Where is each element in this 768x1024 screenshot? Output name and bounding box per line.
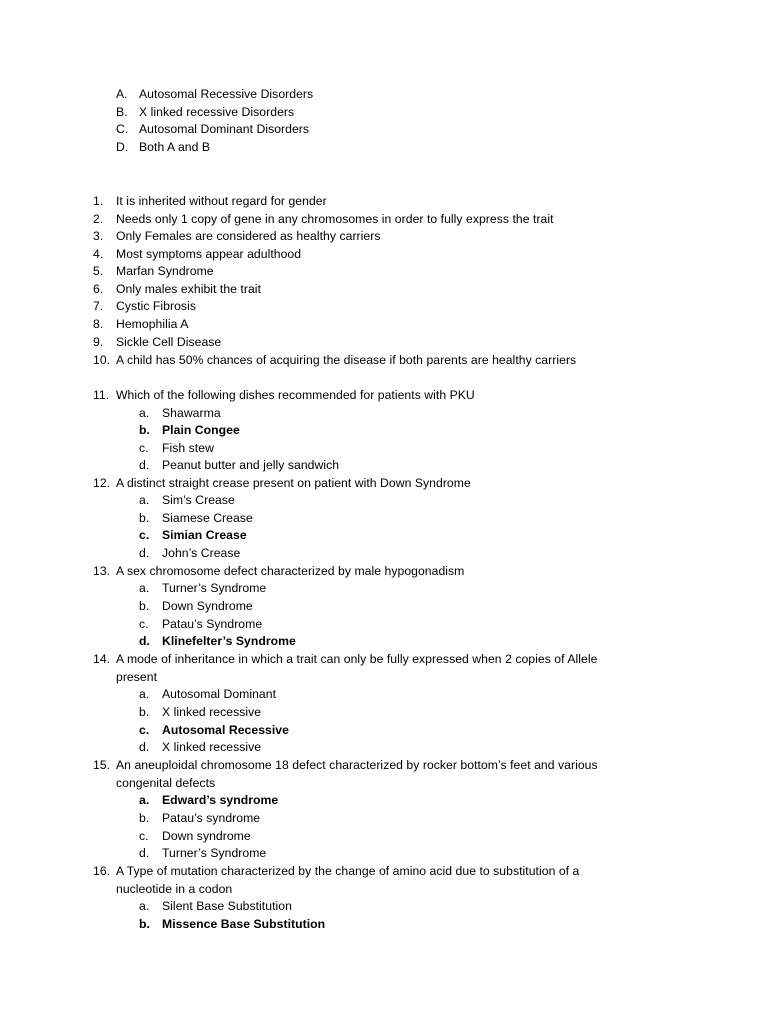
statement-number: 4. (93, 247, 104, 261)
choice-label: a. (139, 793, 150, 807)
choice-text: Siamese Crease (162, 511, 253, 525)
choice-text: Peanut butter and jelly sandwich (162, 458, 340, 472)
choice-label: a. (139, 899, 150, 913)
choice-text: Autosomal Dominant (162, 687, 277, 701)
choice-text: Klinefelter’s Syndrome (162, 634, 296, 648)
question-text: A mode of inheritance in which a trait can only be fully expressed when 2 copies of Allele (116, 652, 598, 666)
choice-label: a. (139, 406, 150, 420)
choice-text: Turner’s Syndrome (162, 581, 267, 595)
key-option-text: Both A and B (139, 140, 211, 154)
question-number: 16. (93, 864, 111, 878)
statement-number: 7. (93, 299, 104, 313)
choice-label: d. (139, 634, 150, 648)
question-number: 11. (93, 388, 110, 402)
choice-text: Silent Base Substitution (162, 899, 292, 913)
choice-label: a. (139, 581, 150, 595)
choice-label: c. (139, 528, 150, 542)
choice-text: Patau’s Syndrome (162, 617, 263, 631)
choice-label: b. (139, 423, 150, 437)
question-text-continued: congenital defects (116, 776, 216, 790)
choice-text: X linked recessive (162, 705, 262, 719)
statement-text: Marfan Syndrome (116, 264, 214, 278)
choice-label: a. (139, 493, 150, 507)
choice-text: Sim’s Crease (162, 493, 235, 507)
statement-number: 9. (93, 335, 104, 349)
choice-text: Turner’s Syndrome (162, 846, 267, 860)
statement-number: 10. (93, 353, 111, 367)
key-option-text: Autosomal Dominant Disorders (139, 122, 310, 136)
statement-text: Only males exhibit the trait (116, 282, 262, 296)
choice-label: c. (139, 829, 149, 843)
question-text: A sex chromosome defect characterized by male hypogonadism (116, 564, 465, 578)
statement-number: 6. (93, 282, 104, 296)
statement-number: 5. (93, 264, 104, 278)
question-text: A Type of mutation characterized by the change of amino acid due to substitution of a (116, 864, 580, 878)
statement-text: Needs only 1 copy of gene in any chromosomes in order to fully express the trait (116, 212, 554, 226)
choice-text: Fish stew (162, 441, 214, 455)
statement-number: 1. (93, 194, 104, 208)
statement-text: Cystic Fibrosis (116, 299, 196, 313)
choice-label: b. (139, 511, 150, 525)
choice-text: Edward’s syndrome (162, 793, 279, 807)
choice-text: Shawarma (162, 406, 221, 420)
choice-text: Patau’s syndrome (162, 811, 261, 825)
question-number: 15. (93, 758, 111, 772)
choice-label: c. (139, 617, 149, 631)
question-text: An aneuploidal chromosome 18 defect characterized by rocker bottom’s feet and various (116, 758, 598, 772)
statement-text: It is inherited without regard for gender (116, 194, 327, 208)
key-option-label: D. (116, 140, 129, 154)
choice-label: b. (139, 917, 150, 931)
key-option-text: Autosomal Recessive Disorders (139, 87, 314, 101)
question-text: A distinct straight crease present on patient with Down Syndrome (116, 476, 471, 490)
question-number: 13. (93, 564, 111, 578)
key-option-text: X linked recessive Disorders (139, 105, 295, 119)
question-text-continued: present (116, 670, 158, 684)
choice-label: d. (139, 846, 150, 860)
statement-text: A child has 50% chances of acquiring the disease if both parents are healthy carriers (116, 353, 577, 367)
choice-text: Simian Crease (162, 528, 247, 542)
choice-label: b. (139, 811, 150, 825)
question-number: 12. (93, 476, 111, 490)
choice-label: c. (139, 441, 149, 455)
question-number: 14. (93, 652, 111, 666)
choice-label: b. (139, 599, 150, 613)
choice-text: Down syndrome (162, 829, 251, 843)
choice-text: X linked recessive (162, 740, 262, 754)
choice-text: Plain Congee (162, 423, 240, 437)
choice-label: d. (139, 458, 150, 472)
choice-label: d. (139, 546, 150, 560)
choice-label: d. (139, 740, 150, 754)
question-text: Which of the following dishes recommended for patients with PKU (116, 388, 475, 402)
choice-label: a. (139, 687, 150, 701)
choice-text: Missence Base Substitution (162, 917, 326, 931)
statement-text: Sickle Cell Disease (116, 335, 222, 349)
key-option-label: A. (116, 87, 128, 101)
statement-text: Hemophilia A (116, 317, 189, 331)
statement-text: Only Females are considered as healthy carriers (116, 229, 381, 243)
statement-text: Most symptoms appear adulthood (116, 247, 302, 261)
choice-text: Autosomal Recessive (162, 723, 289, 737)
statement-number: 8. (93, 317, 104, 331)
choice-label: b. (139, 705, 150, 719)
question-text-continued: nucleotide in a codon (116, 882, 233, 896)
choice-label: c. (139, 723, 150, 737)
key-option-label: B. (116, 105, 128, 119)
statement-number: 2. (93, 212, 104, 226)
key-option-label: C. (116, 122, 129, 136)
choice-text: Down Syndrome (162, 599, 253, 613)
choice-text: John’s Crease (162, 546, 241, 560)
statement-number: 3. (93, 229, 104, 243)
